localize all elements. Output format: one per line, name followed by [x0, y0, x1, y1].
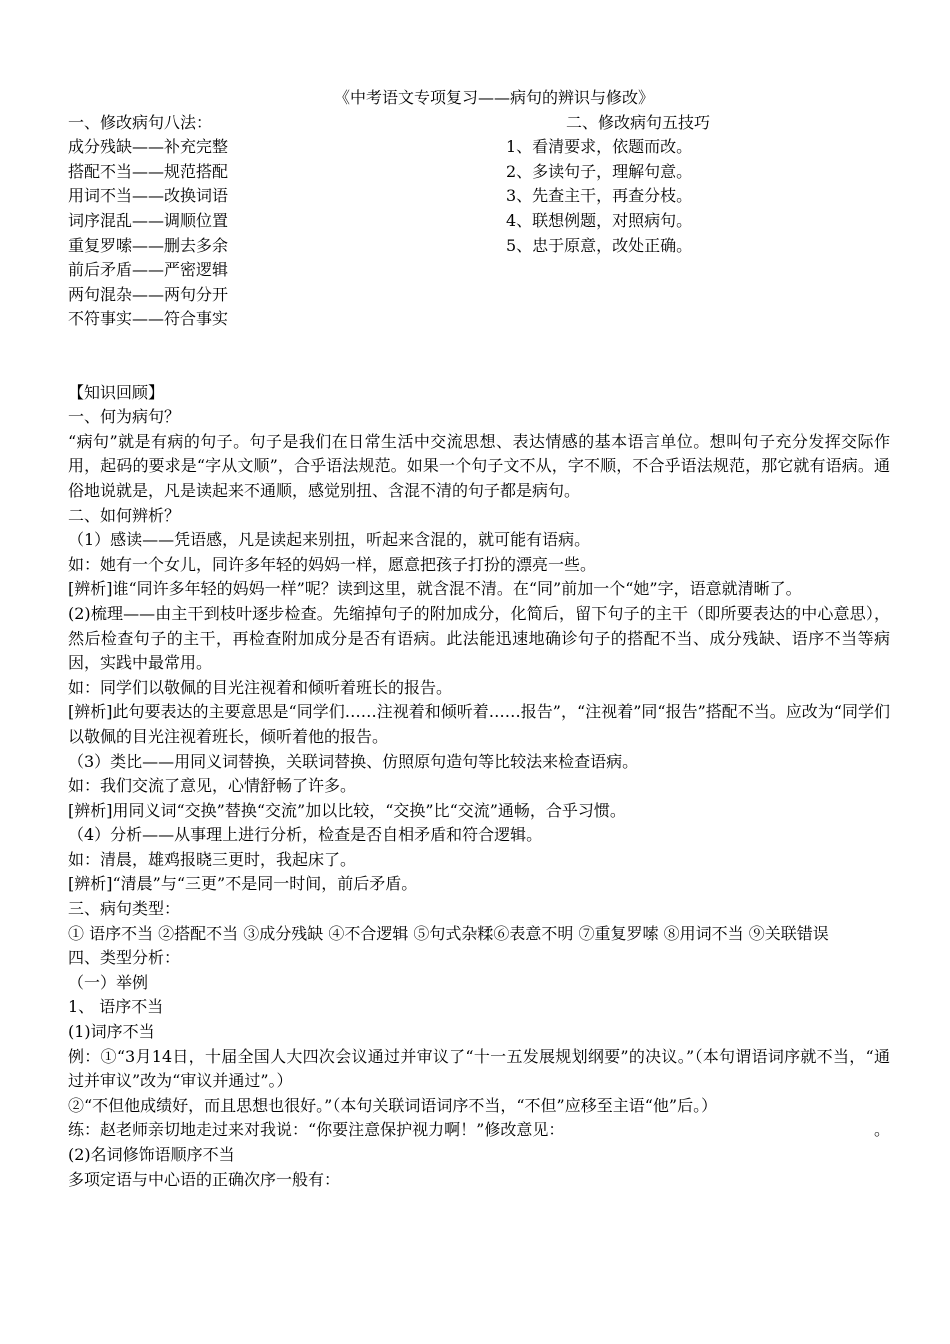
document-page [68, 86, 890, 1192]
five-skills-heading: 二、修改病句五技巧 [566, 112, 711, 132]
example-paragraph: 例：①“3月14日，十届全国人大四次会议通过并审议了“十一五发展规划纲要”的决议。”（本句谓语词序就不当，“通过并审议”改为“审议并通过”。） [68, 1046, 890, 1091]
method-item: 两句混杂——两句分开 [68, 284, 229, 304]
analysis-paragraph: [辨析]“清晨”与“三更”不是同一时间，前后矛盾。 [68, 874, 418, 894]
skill-item: 5、忠于原意，改处正确。 [506, 235, 693, 255]
example-sentence: 如：我们交流了意见，心情舒畅了许多。 [68, 776, 357, 796]
method-item: 词序混乱——调顺位置 [68, 210, 229, 230]
method-description: （1）感读——凭语感，凡是读起来别扭，听起来含混的，就可能有语病。 [68, 530, 591, 550]
example-sentence: 如：她有一个女儿，同许多年轻的妈妈一样，愿意把孩子打扮的漂亮一些。 [68, 554, 597, 574]
subtype-heading: (2)名词修饰语顺序不当 [68, 1145, 235, 1164]
blank-line [68, 357, 890, 381]
practice-line [68, 1118, 890, 1143]
method-item: 重复罗嗦——删去多余 [68, 235, 229, 255]
method-description: （3）类比——用同义词替换，关联词替换、仿照原句造句等比较法来检查语病。 [68, 751, 639, 771]
five-skills-list [506, 111, 890, 259]
method-item: 用词不当——改换词语 [68, 186, 229, 206]
type-heading: 1、 语序不当 [68, 997, 164, 1017]
practice-end-mark: 。 [873, 1120, 890, 1140]
analysis-paragraph: [辨析]用同义词“交换”替换“交流”加以比较，“交换”比“交流”通畅，合乎习惯。 [68, 800, 626, 820]
skill-item: 4、联想例题，对照病句。 [506, 210, 693, 230]
section-heading: 三、病句类型： [68, 899, 181, 919]
review-header: 【知识回顾】 [68, 382, 165, 402]
skill-item: 2、多读句子，理解句意。 [506, 161, 693, 181]
method-item: 搭配不当——规范搭配 [68, 161, 229, 181]
practice-text: 练：赵老师亲切地走过来对我说：“你要注意保护视力啊！”修改意见： [68, 1120, 565, 1140]
method-description: （4）分析——从事理上进行分析，检查是否自相矛盾和符合逻辑。 [68, 825, 543, 845]
method-description: (2)梳理——由主干到枝叶逐步检查。先缩掉句子的附加成分，化简后，留下句子的主干（即所要表达的中心意思），然后检查句子的主干，再检查附加成分是否有语病。此法能迅速地确诊句子的搭配不当、成分残缺、语序不当等病因，实践中最常用。 [68, 603, 890, 673]
subsection-heading: （一）举例 [68, 972, 149, 992]
example-paragraph: ②“不但他成绩好，而且思想也很好。”（本句关联词语词序不当，“不但”应移至主语“他”后。） [68, 1095, 718, 1115]
section-heading: 二、如何辨析？ [68, 505, 181, 525]
method-item: 前后矛盾——严密逻辑 [68, 260, 229, 280]
example-sentence: 如：同学们以敬佩的目光注视着和倾听着班长的报告。 [68, 677, 453, 697]
method-item: 不符事实——符合事实 [68, 309, 229, 329]
definition-paragraph: “病句”就是有病的句子。句子是我们在日常生活中交流思想、表达情感的基本语言单位。想叫句子充分发挥交际作用，起码的要求是“字从文顺”，合乎语法规范。如果一个句子文不从，字不顺，不合乎语法规范，那它就有语病。通俗地说就是，凡是读起来不通顺，感觉别扭、含混不清的句子都是病句。 [68, 431, 890, 500]
eight-methods-list [68, 111, 488, 332]
skill-item: 1、看清要求，依题而改。 [506, 137, 693, 157]
methods-section [68, 111, 890, 357]
analysis-paragraph: [辨析]谁“同许多年轻的妈妈一样”呢？读到这里，就含混不清。在“同”前加一个“她”字，语意就清晰了。 [68, 579, 802, 599]
eight-methods-heading: 一、修改病句八法： [68, 112, 213, 132]
body-text: 多项定语与中心语的正确次序一般有： [68, 1169, 341, 1189]
error-types-list: ① 语序不当 ②搭配不当 ③成分残缺 ④不合逻辑 ⑤句式杂糅⑥表意不明 ⑦重复罗嗦 ⑧用词不当 ⑨关联错误 [68, 923, 829, 943]
example-sentence: 如：清晨，雄鸡报晓三更时，我起床了。 [68, 849, 357, 869]
skill-item: 3、先查主干，再查分枝。 [506, 186, 693, 206]
section-heading: 四、类型分析： [68, 948, 181, 968]
analysis-paragraph: [辨析]此句要表达的主要意思是“同学们……注视着和倾听着……报告”，“注视着”同“报告”搭配不当。应改为“同学们以敬佩的目光注视着班长，倾听着他的报告。 [68, 702, 890, 746]
section-heading: 一、何为病句？ [68, 407, 181, 427]
subtype-heading: (1)词序不当 [68, 1022, 155, 1042]
method-item: 成分残缺——补充完整 [68, 137, 229, 157]
document-title: 《中考语文专项复习——病句的辨识与修改》 [333, 88, 654, 107]
